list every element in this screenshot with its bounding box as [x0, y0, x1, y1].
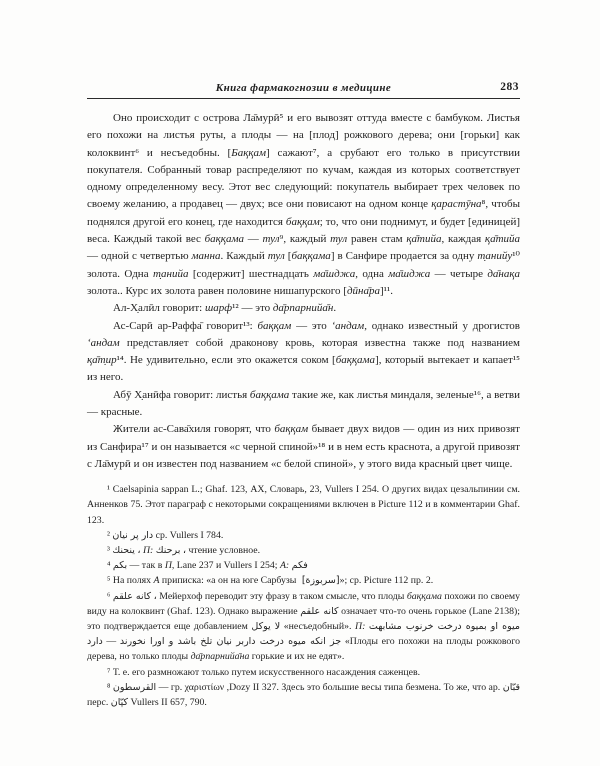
- arabic-text: قبّان: [502, 681, 520, 693]
- arabic-text: جز انكه ميوه درخت داربر نيان تلخ باشد و اورا نخورند: [119, 636, 342, 648]
- main-text: [87, 110, 520, 473]
- body-paragraph: Абӯ Х̣анӣфа говорит: листья баққама такие же, как листья миндаля, зеленые¹⁶, а ветви — красные.: [87, 388, 521, 419]
- arabic-text: القرسطون: [112, 681, 157, 693]
- body-paragraph: Ас-Сарӣ ар-Раффа̄ говорит¹³: баққам — это ‘андам, однако известный у дрогистов ‘андам представляет собой драконову кровь, которая известна также под названием қа̄т̣ир¹⁴. Не удивительно, если это окажется соком [баққама], который вытекает и капает¹⁵ из него.: [87, 319, 520, 384]
- footnote: ¹ Caelsapinia sappan L.; Ghaf. 123, АХ, Словарь, 23, Vullers I 254. О других видах цезальпинии см. Анненков 75. Этот параграф с некоторыми сокращениями включен в Picture 112 и в комментарии Ghaf. 123.: [87, 484, 520, 526]
- footnotes-block: [87, 482, 520, 710]
- arabic-text: كانه علقم: [300, 605, 339, 617]
- footnote: ⁸ القرسطون — гр. χαριστίων ,Dozy II 327. Здесь это большие весы типа безмена. То же, что ар. قبّان перс. كپّان Vullers II 657, 790.: [87, 681, 520, 709]
- arabic-text: ميوه او بميوه درخت خرنوب مشابهت دارد: [87, 621, 520, 648]
- body-paragraph: Ал-Х̣алӣл говорит: шарф¹² — это да̄рпарнийа̄н.: [113, 302, 337, 315]
- footnote: ² دار پر نيان ср. Vullers I 784.: [107, 529, 224, 541]
- arabic-text: دار پر نيان: [112, 529, 154, 541]
- arabic-text: فكم: [291, 560, 308, 572]
- arabic-text: كپّان: [110, 697, 129, 709]
- footnote: ⁶ كانه علقم ، Мейерхоф переводит эту фразу в таком смысле, что плоды баққама похожи по своему виду на колоквинт (Ghaf. 123). Однако выражение كانه علقم означает что-то очень горькое (Lane 2138); это подтверждается еще добавлением لا يوكل «несъедобный». П: ميوه او بميوه درخت خرنوب مشابهت دارد — جز انكه ميوه درخت داربر نيان تلخ باشد و اورا نخورند «Плоды его похожи на плоды рожкового дерева, но только плоды да̄рпарнийа̄на горькие и их не едят».: [87, 590, 521, 663]
- page-number: 283: [500, 81, 519, 93]
- arabic-text: برحنك: [155, 545, 181, 557]
- arabic-text: كانه علقم: [112, 590, 152, 602]
- arabic-text: بكم: [112, 560, 128, 572]
- footnote: ³ ينحنك ، П: برحنك ، чтение условное.: [107, 545, 261, 557]
- text-column: [87, 82, 520, 710]
- header-rule: [87, 98, 520, 99]
- arabic-text: [سربوزة]: [298, 575, 340, 587]
- running-head-title: Книга фармакогнозии в медицине: [215, 82, 392, 94]
- body-paragraph: Оно происходит с острова Ла̄мурӣ⁵ и его вывозят оттуда вместе с бамбуком. Листья его похожи на листья руты, а плоды — на [плод] рожкового дерева; они [горьки] как колоквинт⁶ и несъедобны. [Баққам] сажают⁷, а срубают его только в присутствии покупателя. Собранный товар распределяют по кучам, каждая из которых соответствует одному определенному весу. Этот вес следующий: покупатель выбирает трех человек по своему желанию, а продавец — двух; все они повисают на одном конце қарастӯна⁸, чтобы поднялся другой его конец, где находится баққам; то, что они поднимут, и будет [единицей] веса. Каждый такой вес баққама — тул⁹, каждый тул равен стам қа̄тийа, каждая қа̄тийа — одной с четвертью манна. Каждый тул [баққама] в Санфире продается за одну т̣анийу¹⁰ золота. Одна т̣анийа [содержит] шестнадцать ма̄шджа, одна ма̄шджа — четыре да̄нақа золота.. Курс их золота равен половине нишапурского [дӣна̄ра]¹¹.: [87, 112, 521, 297]
- body-paragraph: Жители ас-Сава̄хиля говорят, что баққам бывает двух видов — один из них привозят из Санфира¹⁷ и он называется «с черной спиной»¹⁸ и в нем есть краснота, а другой привозят с Ла̄мурӣ и он известен под названием «с белой спиной», у этого вида красный цвет чище.: [87, 423, 520, 470]
- footnote: ⁵ На полях А приписка: «а он на юге Сарбузы [سربوزة] »; ср. Picture 112 пр. 2.: [107, 575, 434, 587]
- footnote: ⁷ Т. е. его размножают только путем искусственного насаждения саженцев.: [107, 666, 421, 678]
- footnote: ⁴ بكم — так в П, Lane 237 и Vullers I 254; А: فكم: [107, 560, 308, 572]
- page-header: [87, 82, 520, 94]
- arabic-text: لا يوكل: [251, 621, 281, 633]
- arabic-text: ينحنك: [112, 545, 135, 557]
